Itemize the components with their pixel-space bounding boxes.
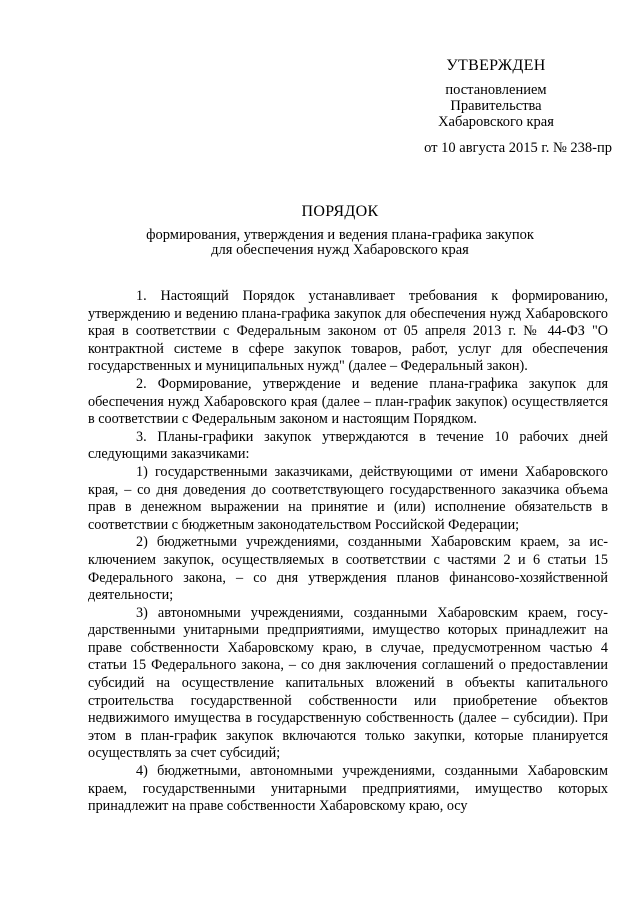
approval-stamp-block [380,58,612,156]
document-subtitle-line-2: для обеспечения нужд Хабаровского края [211,242,469,258]
document-title: ПОРЯДОК [301,203,379,220]
approval-heading: УТВЕРЖДЕН [446,57,546,74]
approval-line-decree: постановлением [445,82,547,98]
paragraph-3-item-3: 3) автономными учреждениями, созданными Хабаровским краем, государственными унитарными предприятиями, имущество которых принадлежит на праве собственности Хабаровскому краю, в случае, предусмотренном частью 4 статьи 15 Федерального закона, – со дня заключения соглашений о предоставлении субсидий на осуществление капитальных вложений в объекты капитального строительства государственной собственности или приобретение объектов недвижимого имущества в государственную собственность (далее – субсидии). При этом в план-график закупок включаются только закупки, которые планируется осуществлять за счет субсидий; [88,604,608,762]
approval-date-line: от 10 августа 2015 г. № 238-пр [424,140,612,156]
paragraph-3-item-4: 4) бюджетными, автономными учреждениями, созданными Хабаровским краем, государственными унитарными предприятиями, имущество которых принадлежит на праве собственности Хабаровскому краю, осу [88,763,608,815]
paragraph-1: 1. Настоящий Порядок устанавливает требования к формированию, утверждению и ведению плана-графика закупок для обеспечения нужд Хабаровского края в соответствии с Федеральным законом от 05 апреля 2013 г. № 44-ФЗ "О контрактной системе в сфере закупок товаров, работ, услуг для обеспечения государственных и муниципальных нужд" (далее – Федеральный закон). [88,288,608,375]
paragraph-2: 2. Формирование, утверждение и ведение плана-графика закупок для обеспечения нужд Хабаровского края (далее – план-график закупок) осуществляется в соответствии с Федеральным законом и настоящим Порядком. [88,375,608,428]
document-body [88,288,608,816]
paragraph-3-item-1: 1) государственными заказчиками, действующими от имени Хабаровского края, – со дня доведения до соответствующего государственного заказчика объема прав в денежном выражении на принятие и (или) исполнение обязательств в соответствии с бюджетным законодательством Российской Федерации; [88,463,608,533]
document-title-block [40,204,640,258]
paragraph-3: 3. Планы-графики закупок утверждаются в течение 10 рабочих дней следующими заказчиками: [88,428,608,463]
paragraph-3-item-2: 2) бюджетными учреждениями, созданными Хабаровским краем, за исключением закупок, осуществляемых в соответствии с частями 2 и 6 статьи 15 Федерального закона, – со дня утверждения планов финансово-хозяйственной деятельности; [88,534,608,604]
approval-line-region: Хабаровского края [438,114,554,130]
document-subtitle-line-1: формирования, утверждения и ведения плана-графика закупок [146,227,534,243]
approval-line-government: Правительства [450,98,542,114]
